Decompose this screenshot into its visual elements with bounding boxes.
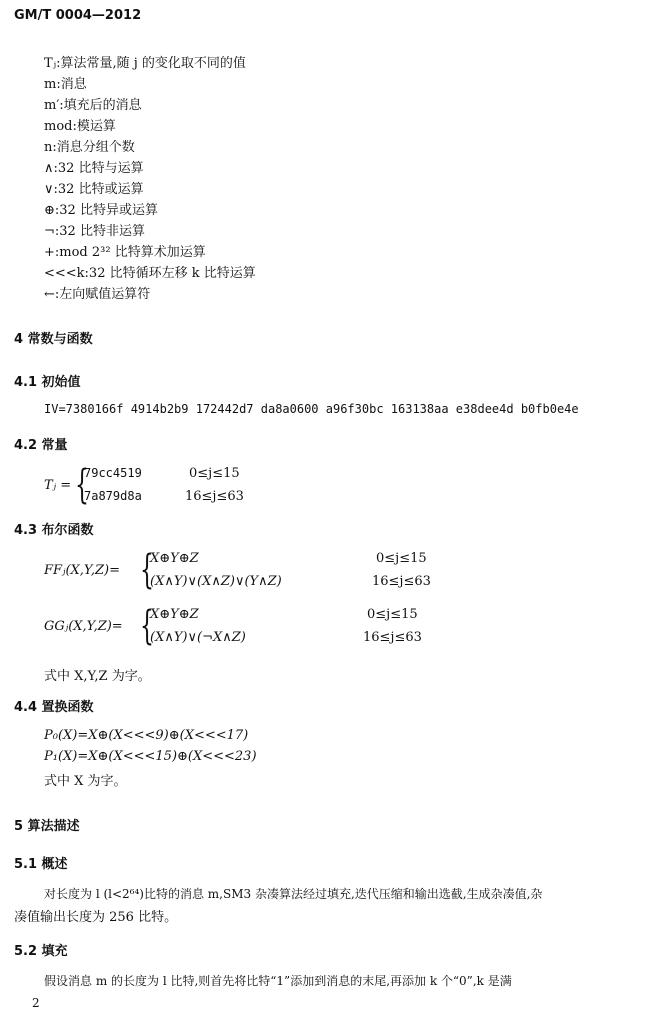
page-number: 2 (32, 996, 40, 1010)
section-heading-5-2: 5.2 填充 (14, 944, 68, 959)
section-heading-5: 5 算法描述 (14, 819, 80, 834)
tj-lhs: Tⱼ = (44, 478, 72, 493)
permutation-note: 式中 X 为字。 (44, 774, 127, 789)
p1-formula: P₁(X)=X⊕(X<<<15)⊕(X<<<23) (44, 749, 257, 764)
symbol-item: n:消息分组个数 (44, 140, 135, 155)
section-heading-4-2: 4.2 常量 (14, 438, 68, 453)
p0-formula: P₀(X)=X⊕(X<<<9)⊕(X<<<17) (44, 728, 249, 743)
tj-condition-1: 0≤j≤15 (189, 466, 240, 481)
symbol-item: ¬:32 比特非运算 (44, 224, 145, 239)
gg-condition-2: 16≤j≤63 (363, 630, 422, 645)
padding-paragraph-line-1: 假设消息 m 的长度为 l 比特,则首先将比特“1”添加到消息的末尾,再添加 k 个“0”,k 是满 (44, 974, 512, 988)
symbol-item: ∨:32 比特或运算 (44, 182, 144, 197)
overview-paragraph-line-1: 对长度为 l (l<2⁶⁴)比特的消息 m,SM3 杂凑算法经过填充,迭代压缩和输出选截,生成杂凑值,杂 (44, 887, 543, 901)
symbol-item: m′:填充后的消息 (44, 98, 142, 113)
symbol-item: <<<k:32 比特循环左移 k 比特运算 (44, 266, 256, 281)
gg-case-2: (X∧Y)∨(¬X∧Z) (150, 630, 246, 645)
section-heading-5-1: 5.1 概述 (14, 857, 68, 872)
ff-condition-2: 16≤j≤63 (372, 574, 431, 589)
symbol-item: ∧:32 比特与运算 (44, 161, 144, 176)
symbol-item: Tⱼ:算法常量,随 j 的变化取不同的值 (44, 56, 246, 71)
symbol-item: +:mod 2³² 比特算术加运算 (44, 245, 206, 260)
section-heading-4: 4 常数与函数 (14, 332, 93, 347)
tj-value-2: 7a879d8a (84, 489, 142, 503)
section-heading-4-1: 4.1 初始值 (14, 375, 81, 390)
symbol-item: m:消息 (44, 77, 87, 92)
ff-case-1: X⊕Y⊕Z (150, 551, 199, 566)
symbol-item: mod:模运算 (44, 119, 116, 134)
gg-case-1: X⊕Y⊕Z (150, 607, 199, 622)
symbol-item: ⊕:32 比特异或运算 (44, 203, 158, 218)
boolean-note: 式中 X,Y,Z 为字。 (44, 669, 151, 684)
symbol-item: ←:左向赋值运算符 (44, 287, 151, 302)
standard-code: GM/T 0004—2012 (14, 8, 142, 23)
ff-condition-1: 0≤j≤15 (376, 551, 427, 566)
ff-lhs: FFⱼ(X,Y,Z)= (44, 563, 120, 578)
gg-lhs: GGⱼ(X,Y,Z)= (44, 619, 123, 634)
initial-value: IV=7380166f 4914b2b9 172442d7 da8a0600 a96f30bc 163138aa e38dee4d b0fb0e4e (44, 402, 579, 416)
gg-condition-1: 0≤j≤15 (367, 607, 418, 622)
tj-value-1: 79cc4519 (84, 466, 142, 480)
left-brace: { (140, 603, 154, 649)
overview-paragraph-line-2: 凑值输出长度为 256 比特。 (14, 910, 178, 925)
section-heading-4-4: 4.4 置换函数 (14, 700, 94, 715)
tj-condition-2: 16≤j≤63 (185, 489, 244, 504)
ff-case-2: (X∧Y)∨(X∧Z)∨(Y∧Z) (150, 574, 282, 589)
left-brace: { (140, 547, 154, 593)
left-brace: { (75, 462, 89, 508)
section-heading-4-3: 4.3 布尔函数 (14, 523, 94, 538)
